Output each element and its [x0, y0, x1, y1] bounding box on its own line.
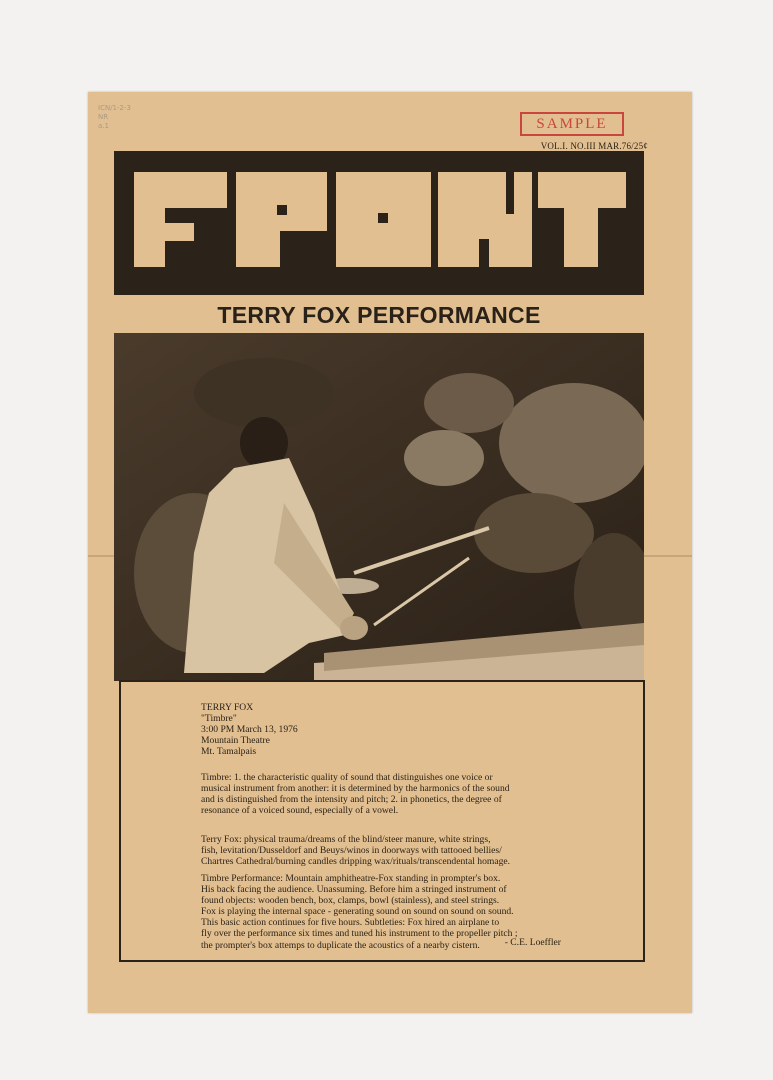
issue-line: VOL.I. NO.III MAR.76/25¢: [540, 141, 648, 151]
text-line: Timbre: 1. the characteristic quality of sound that distinguishes one voice or: [201, 772, 493, 783]
pencil-note-line: NR: [98, 113, 109, 121]
sample-stamp: SAMPLE: [520, 112, 624, 136]
author-signature: - C.E. Loeffler: [504, 937, 561, 948]
text-line: Chartres Cathedral/burning candles dripping wax/rituals/transcendental homage.: [201, 856, 511, 868]
text-line: musical instrument from another: it is determined by the harmonics of the sound: [201, 783, 510, 795]
article-box: [119, 680, 645, 962]
masthead-logo: [114, 151, 644, 295]
pencil-note-line: a.1: [98, 122, 109, 130]
event-location: Mt. Tamalpais: [201, 746, 257, 758]
text-line: fly over the performance six times and tuned his instrument to the propeller pitch ;: [201, 928, 518, 940]
event-details: [201, 702, 298, 757]
text-line: Fox is playing the internal space - generating sound on sound on sound on sound.: [201, 906, 514, 918]
text-line: resonance of a voiced sound, especially of a vowel.: [201, 805, 399, 817]
masthead: [114, 151, 644, 295]
text-line: the prompter's box attemps to duplicate the acoustics of a nearby cistern.: [201, 939, 480, 951]
pencil-note: [98, 104, 131, 131]
text-line: Terry Fox: physical trauma/dreams of the blind/steer manure, white strings,: [201, 834, 491, 845]
text-line: and is distinguished from the intensity and pitch; 2. in phonetics, the degree of: [201, 794, 502, 806]
text-line: fish, levitation/Dusseldorf and Beuys/winos in doorways with tattooed bellies/: [201, 845, 502, 857]
performer-photo: [114, 333, 644, 681]
pencil-note-line: ICN/1-2-3: [98, 104, 131, 112]
performance-image: [114, 333, 644, 681]
artist-name: TERRY FOX: [201, 702, 254, 713]
event-datetime: 3:00 PM March 13, 1976: [201, 724, 298, 736]
event-venue: Mountain Theatre: [201, 735, 270, 747]
text-line: His back facing the audience. Unassuming. Before him a stringed instrument of: [201, 884, 507, 896]
text-line: Timbre Performance: Mountain amphitheatre-Fox standing in prompter's box.: [201, 873, 501, 884]
work-title: "Timbre": [201, 713, 237, 725]
artist-paragraph: [201, 834, 621, 867]
headline: TERRY FOX PERFORMANCE: [217, 302, 541, 328]
newspaper-page: [88, 92, 692, 1013]
text-line: found objects: wooden bench, box, clamps, bowl (stainless), and steel strings.: [201, 895, 500, 907]
definition-paragraph: [201, 772, 621, 816]
text-line: This basic action continues for five hours. Subtleties: Fox hired an airplane to: [201, 917, 500, 929]
